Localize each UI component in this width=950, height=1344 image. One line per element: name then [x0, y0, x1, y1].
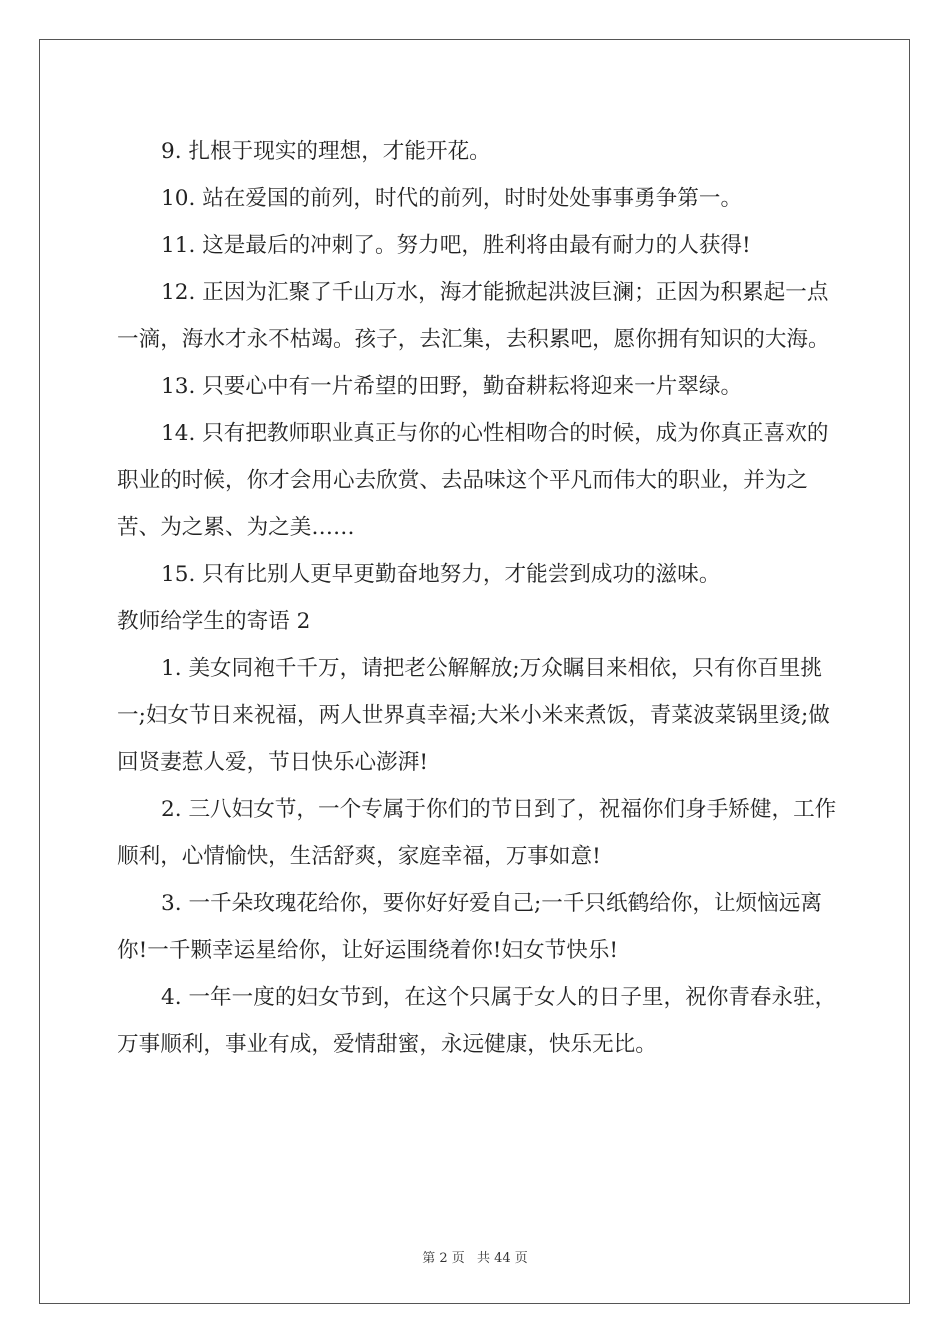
paragraph-item-s2-1: 1. 美女同袍千千万，请把老公解解放;万众瞩目来相依，只有你百里挑一;妇女节日来祝福，两人世界真幸福;大米小米来煮饭，青菜波菜锅里烫;做回贤妻惹人爱，节日快乐心澎湃! [117, 656, 830, 775]
paragraph-item-s2-3: 3. 一千朵玫瑰花给你，要你好好爱自己;一千只纸鹤给你，让烦恼远离你!一千颗幸运星给你，让好运围绕着你!妇女节快乐! [117, 891, 822, 963]
page-total: 共 44 页 [476, 1251, 528, 1266]
paragraph-item-14: 14. 只有把教师职业真正与你的心性相吻合的时候，成为你真正喜欢的职业的时候，你才会用心去欣赏、去品味这个平凡而伟大的职业，并为之苦、为之累、为之美…… [117, 421, 829, 540]
paragraph-item-10: 10. 站在爱国的前列，时代的前列，时时处处事事勇争第一。 [161, 186, 743, 211]
paragraph-item-13: 13. 只要心中有一片希望的田野，勤奋耕耘将迎来一片翠绿。 [161, 374, 743, 399]
paragraph-item-15: 15. 只有比别人更早更勤奋地努力，才能尝到成功的滋味。 [161, 562, 721, 587]
paragraph-item-9: 9. 扎根于现实的理想，才能开花。 [161, 139, 491, 164]
page-footer [0, 1247, 950, 1266]
paragraph-item-s2-2: 2. 三八妇女节，一个专属于你们的节日到了，祝福你们身手矫健，工作顺利，心情愉快，生活舒爽，家庭幸福，万事如意! [117, 797, 837, 869]
section-heading: 教师给学生的寄语 2 [117, 609, 311, 634]
page-number: 第 2 页 [422, 1251, 465, 1266]
paragraph-item-11: 11. 这是最后的冲刺了。努力吧，胜利将由最有耐力的人获得! [161, 233, 751, 258]
document-body [117, 128, 837, 1068]
paragraph-item-12: 12. 正因为汇聚了千山万水，海才能掀起洪波巨澜；正因为积累起一点一滴，海水才永不枯竭。孩子，去汇集，去积累吧，愿你拥有知识的大海。 [117, 280, 830, 352]
paragraph-item-s2-4: 4. 一年一度的妇女节到，在这个只属于女人的日子里，祝你青春永驻，万事顺利，事业有成，爱情甜蜜，永远健康，快乐无比。 [117, 985, 837, 1057]
